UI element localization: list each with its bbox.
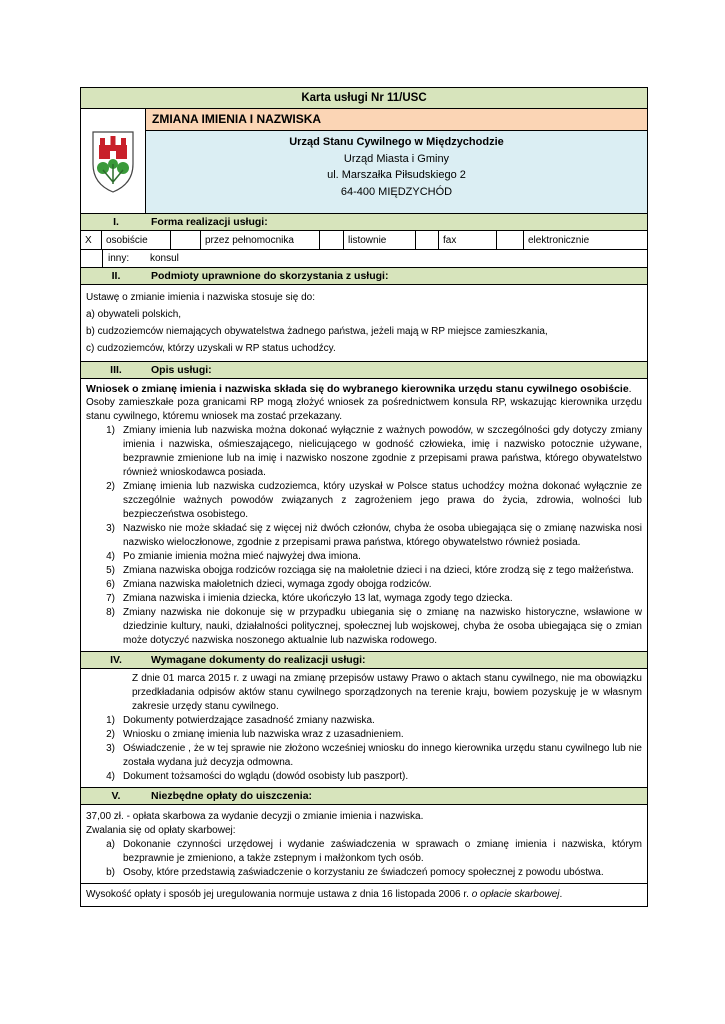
section-title: Forma realizacji usługi: (151, 216, 268, 228)
list-item (86, 592, 642, 606)
list-item-number: 7) (106, 593, 115, 604)
inny-row (81, 250, 647, 268)
eligible-a: a) obywateli polskich, (86, 309, 182, 320)
section-3-header (81, 362, 647, 379)
eligible-body (81, 285, 647, 362)
form-pelnomocnik: przez pełnomocnika (201, 231, 320, 249)
description-body (81, 379, 647, 652)
list-item-number: 5) (106, 565, 115, 576)
form-checkbox (320, 231, 344, 249)
fees-line2: Zwalania się od opłaty skarbowej: (86, 825, 236, 836)
osobiscie-mark: X (81, 231, 102, 249)
section-4-header (81, 652, 647, 669)
section-title: Wymagane dokumenty do realizacji usługi: (151, 654, 366, 666)
list-item (86, 550, 642, 564)
eligible-c: c) cudzoziemców, którzy uzyskali w RP status uchodźcy. (86, 343, 336, 354)
form-osobiscie: osobiście (102, 231, 171, 249)
inny-label: inny: (108, 253, 130, 264)
form-checkbox (171, 231, 201, 249)
description-para: Osoby zamieszkałe poza granicami RP mogą złożyć wniosek za pośrednictwem konsula RP, wskazując kierownika urzędu stanu cywilnego, któremu wniosek ma zostać przekazany. (86, 397, 642, 422)
list-item (86, 866, 642, 880)
list-item-text: Zmiany nazwiska nie dokonuje się w przypadku ubiegania się o zmianę na nazwisko historyczne, wsławione w dziedzinie kultury, nauki, działalności politycznej, społecznej lub wojskowej, chyba że osoba ubiegająca się o zmian może dotyczyć nazwiska noszonego aktualnie lub nazwiska rodowego. (123, 607, 642, 646)
list-item (86, 606, 642, 648)
list-item (86, 522, 642, 550)
fees-body (81, 805, 647, 884)
list-item (86, 742, 642, 770)
office-name: Urząd Stanu Cywilnego w Międzychodzie (289, 136, 504, 148)
coat-of-arms-icon (89, 128, 137, 194)
inny-mark (81, 250, 103, 267)
section-number: II. (111, 270, 121, 282)
list-item-text: Zmiana nazwiska małoletnich dzieci, wymaga zgody obojga rodziców. (123, 579, 432, 590)
list-item-text: Wniosku o zmianę imienia lub nazwiska wraz z uzasadnieniem. (123, 729, 404, 740)
fees-footer (81, 884, 647, 906)
section-title: Niezbędne opłaty do uiszczenia: (151, 790, 313, 802)
service-name: ZMIANA IMIENIA I NAZWISKA (146, 109, 647, 131)
office-address (146, 131, 647, 213)
list-item-number: 3) (106, 523, 115, 534)
section-number: III. (110, 364, 122, 376)
forms-row (81, 231, 647, 250)
eligible-b: b) cudzoziemców niemających obywatelstwa żadnego państwa, jeżeli mają w RP miejsce zamieszkania, (86, 326, 548, 337)
section-number: V. (111, 790, 121, 802)
list-item-text: Dokument tożsamości do wglądu (dowód osobisty lub paszport). (123, 771, 409, 782)
list-item-number: 2) (106, 481, 115, 492)
inny-value: konsul (150, 253, 179, 264)
section-number: IV. (110, 654, 122, 666)
list-item (86, 564, 642, 578)
list-item-text: Dokonanie czynności urzędowej i wydanie zaświadczenia w sprawach o zmianę imienia i nazwiska, którym bezprawnie je zmieniono, a także zstepnym i małżonkom tych osób. (123, 839, 642, 864)
list-item-text: Dokumenty potwierdzające zasadność zmiany nazwiska. (123, 715, 375, 726)
list-item (86, 770, 642, 784)
list-item-number: 1) (106, 715, 115, 726)
fees-line1: 37,00 zł. - opłata skarbowa za wydanie decyzji o zmianie imienia i nazwiska. (86, 811, 424, 822)
footer-end: . (559, 889, 563, 900)
list-item (86, 838, 642, 866)
form-checkbox (416, 231, 439, 249)
list-item-text: Zmiana nazwiska obojga rodziców rozciąga się na małoletnie dzieci i na dzieci, które zrodzą się z tego małżeństwa. (123, 565, 634, 576)
documents-body (81, 669, 647, 788)
list-item-number: 2) (106, 729, 115, 740)
list-item-text: Zmiana nazwiska i imienia dziecka, które ukończyło 13 lat, wymaga zgody tego dziecka. (123, 593, 513, 604)
list-item-number: b) (106, 867, 115, 878)
list-item-number: 6) (106, 579, 115, 590)
fees-list (86, 838, 642, 880)
footer-italic: o opłacie skarbowej (471, 889, 560, 900)
form-fax: fax (439, 231, 497, 249)
section-1-header (81, 214, 647, 231)
footer-text: Wysokość opłaty i sposób jej uregulowania normuje ustawa z dnia 16 listopada 2006 r. (86, 889, 472, 900)
documents-intro: Z dnie 01 marca 2015 r. z uwagi na zmianę przepisów ustawy Prawo o aktach stanu cywilnego, nie ma obowiązku przedkładania odpisów aktów stanu cywilnego sporządzonych na terenie kraju, bowiem pozyskuję je w własnym zakresie urzędy stanu cywilnego. (132, 673, 642, 712)
description-list (86, 424, 642, 648)
eligible-intro: Ustawę o zmianie imienia i nazwiska stosuje się do: (86, 292, 315, 303)
form-elektronicznie: elektronicznie (528, 235, 590, 246)
section-title: Opis usługi: (151, 364, 212, 376)
list-item (86, 728, 642, 742)
list-item-number: 3) (106, 743, 115, 754)
section-number: I. (113, 216, 119, 228)
list-item-number: 4) (106, 551, 115, 562)
list-item-number: 1) (106, 425, 115, 436)
documents-list (86, 714, 642, 784)
list-item (86, 480, 642, 522)
form-checkbox (497, 231, 524, 249)
list-item-text: Oświadczenie , że w tej sprawie nie złożono wcześniej wniosku do innego kierownika urzędu stanu cywilnego lub nie została wydana już decyzja odmowna. (123, 743, 642, 768)
list-item-number: 8) (106, 607, 115, 618)
list-item (86, 578, 642, 592)
list-item-number: a) (106, 839, 115, 850)
office-street: ul. Marszałka Piłsudskiego 2 (327, 169, 466, 181)
section-2-header (81, 268, 647, 285)
office-line2: Urząd Miasta i Gminy (343, 152, 450, 165)
card-title: Karta usługi Nr 11/USC (81, 88, 647, 109)
description-lead-end: . (628, 383, 632, 395)
coat-of-arms (81, 109, 146, 213)
section-title: Podmioty uprawnione do skorzystania z usługi: (151, 270, 389, 282)
list-item (86, 424, 642, 480)
office-city: 64-400 MIĘDZYCHÓD (340, 185, 453, 198)
service-card (80, 87, 648, 907)
form-listownie: listownie (344, 231, 416, 249)
card-header (81, 109, 647, 214)
list-item-number: 4) (106, 771, 115, 782)
list-item-text: Zmiany imienia lub nazwiska można dokonać wyłącznie z ważnych powodów, w szczególności gdy dotyczy zmiany imienia i nazwiska, ośmieszającego, nielicującego w godność człowieka, imię i nazwisko potocznie używane, bezprawnie zmienione lub na imię i nazwisko noszone zgodnie z przepisami prawa państwa, którego obywatelstwo również wnioskodawca posiada. (123, 425, 642, 478)
description-lead: Wniosek o zmianę imienia i nazwiska składa się do wybranego kierownika urzędu stanu cywilnego osobiście (86, 383, 629, 395)
list-item-text: Po zmianie imienia można mieć najwyżej dwa imiona. (123, 551, 361, 562)
section-5-header (81, 788, 647, 805)
list-item (86, 714, 642, 728)
list-item-text: Zmianę imienia lub nazwiska cudzoziemca, który uzyskał w Polsce status uchodźcy można dokonać wyłącznie ze szczególnie ważnych powodów związanych z zagrożeniem jego prawa do życia, zdrowia, wolności lub bezpieczeństwa osobistego. (123, 481, 642, 520)
list-item-text: Osoby, które przedstawią zaświadczenie o korzystaniu ze świadczeń pomocy społecznej z powodu ubóstwa. (123, 867, 604, 878)
list-item-text: Nazwisko nie może składać się z więcej niż dwóch członów, chyba że osoba ubiegająca się o zmianę nazwiska nosi nazwisko wieloczłonowe, zgodnie z przepisami prawa państwa, którego obywatelstwo również posiada. (123, 523, 642, 548)
